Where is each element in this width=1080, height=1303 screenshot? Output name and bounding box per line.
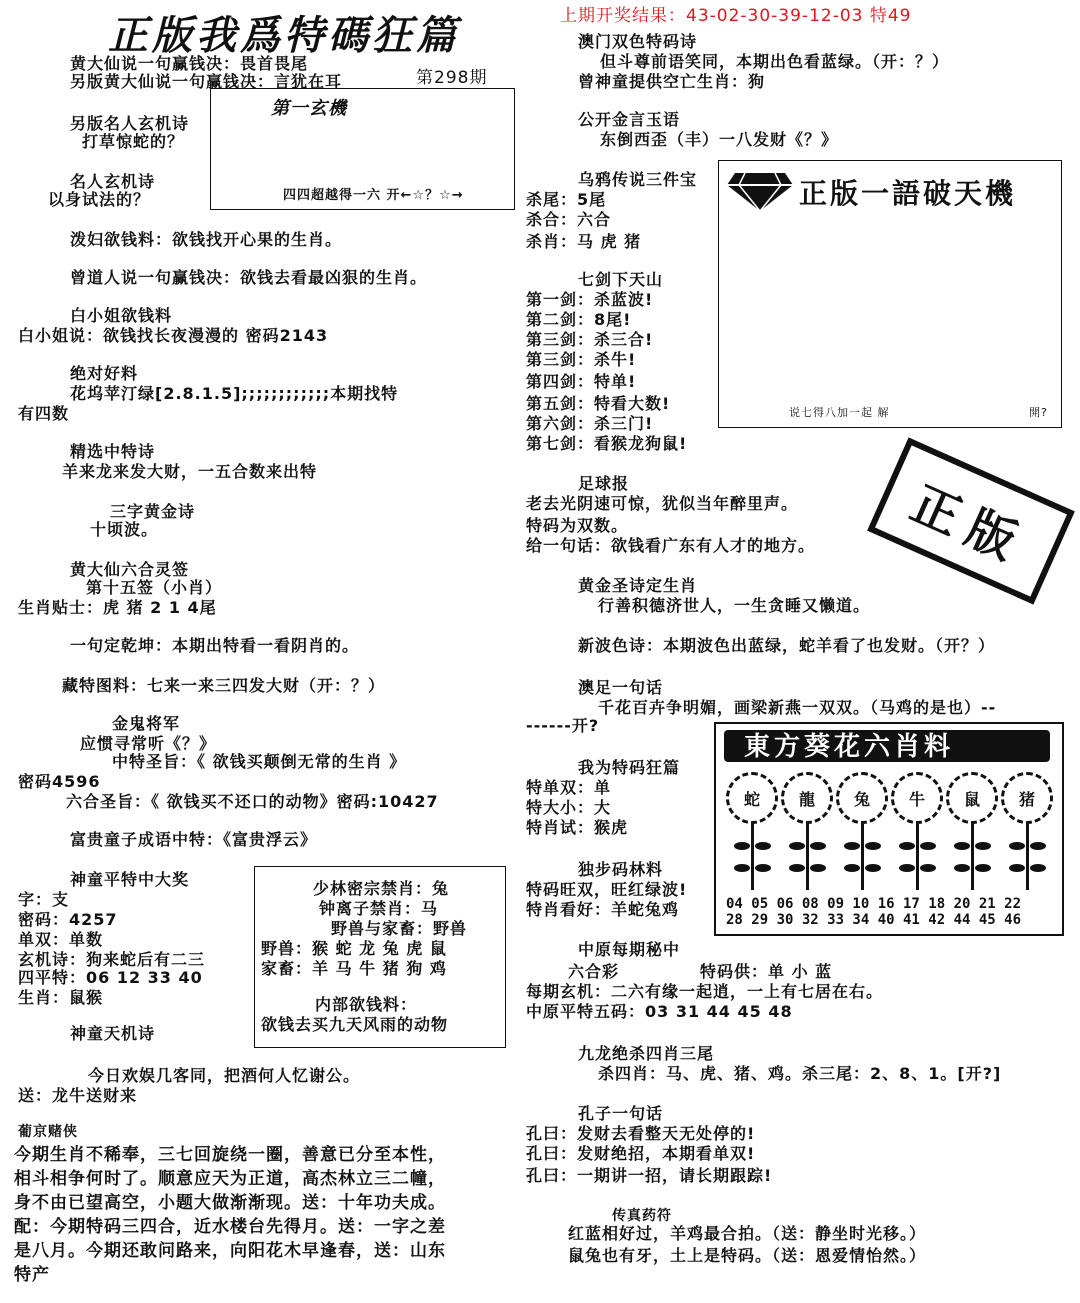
right-line: 澳门双色特码诗 (578, 32, 698, 51)
right-line: 特码旺双，旺红绿波! (526, 880, 688, 899)
sunflower-stem (916, 824, 919, 890)
sunflower-zodiac-box (714, 722, 1064, 936)
right-line: 第二剑：8尾! (526, 310, 632, 329)
diamond-icon (725, 171, 795, 213)
right-line: 特大小：大 (526, 798, 612, 817)
authentic-stamp: 正版 (867, 437, 1075, 604)
sunflower-leaf (789, 842, 805, 850)
left-line: 六合圣旨：《 欲钱买不还口的动物》密码:10427 (66, 792, 439, 811)
sunflower-leaf (920, 842, 936, 850)
box-text: 四四超越得一六 开←☆？☆→ (283, 188, 464, 203)
box-title: 正版一語破天機 (799, 177, 1017, 210)
right-line: 杀肖：马 虎 猪 (526, 232, 642, 251)
page-title: 正版我爲特碼狂篇 (108, 12, 460, 59)
sunflower-zodiac: 蛇 (726, 772, 778, 824)
sunflower-leaf (865, 864, 881, 872)
right-line: 公开金言玉语 (578, 110, 681, 129)
left-line: 今期生肖不稀奉，三七回旋绕一圈，善意已分至本性， (14, 1145, 446, 1165)
left-line: 三字黄金诗 (110, 502, 196, 521)
box-line: 野兽与家畜：野兽 (331, 919, 468, 938)
left-line: 生肖贴士：虎 猪 2 1 4尾 (18, 598, 217, 617)
left-line: 十顷波。 (90, 520, 159, 539)
box-line: 野兽：猴 蛇 龙 兔 虎 鼠 (261, 939, 447, 958)
right-line: 第三剑：杀三合! (526, 330, 654, 349)
left-line: 特产 (14, 1265, 50, 1285)
one-phrase-box (718, 160, 1062, 428)
sunflower-zodiac: 猪 (1001, 772, 1053, 824)
box-line: 钟离子禁肖：马 (319, 899, 439, 918)
left-line: 密码4596 (18, 772, 101, 791)
right-line: 杀四肖：马、虎、猪、鸡。杀三尾：2、8、1。[开?] (598, 1064, 1002, 1083)
sunflower-leaf (975, 842, 991, 850)
forbidden-zodiac-box (254, 866, 506, 1048)
right-line: 第一剑：杀蓝波! (526, 290, 654, 309)
right-line: 第五剑：特看大数! (526, 394, 671, 413)
right-line: 鼠兔也有牙，土上是特码。（送：恩爱情怡然。） (568, 1246, 927, 1265)
left-line: 曾道人说一句赢钱决：欲钱去看最凶狠的生肖。 (70, 268, 428, 287)
right-line: 第七剑：看猴龙狗鼠! (526, 434, 688, 453)
sunflower-leaf (844, 842, 860, 850)
sunflower-leaf (844, 864, 860, 872)
right-line: 独步码林料 (578, 860, 664, 879)
right-line: 孔曰：一期讲一招，请长期跟踪! (526, 1166, 773, 1185)
left-line: 葡京赌侠 (18, 1124, 78, 1140)
right-line: 给一句话：欲钱看广东有人才的地方。 (526, 536, 816, 555)
left-line: 精选中特诗 (70, 442, 156, 461)
right-line: 黄金圣诗定生肖 (578, 576, 698, 595)
sunflower-leaf (954, 842, 970, 850)
right-line: 我为特码狂篇 (578, 758, 681, 777)
right-line: 特码为双数。 (526, 516, 629, 535)
left-line: 中特圣旨：《 欲钱买颠倒无常的生肖 》 (112, 752, 407, 771)
sunflower-leaf (975, 864, 991, 872)
sunflower-zodiac: 龍 (781, 772, 833, 824)
right-line: 行善积德济世人，一生贪睡又懒道。 (598, 596, 871, 615)
left-line: 四平特：06 12 33 40 (18, 968, 203, 987)
left-line: 配：今期特码三四合，近水楼台先得月。送：一字之差 (14, 1217, 446, 1237)
left-line: 金鬼将军 (112, 714, 181, 733)
left-line: 白小姐说：欲钱找长夜漫漫的 密码2143 (18, 326, 329, 345)
right-line: 每期玄机：二六有缘一起逍，一上有七居在右。 (526, 982, 884, 1001)
box-title: 第一玄機 (271, 98, 347, 119)
left-line: 字：支 (18, 890, 70, 909)
left-line: 身不由已望高空，小题大做渐渐现。送：十年功夫成。 (14, 1193, 446, 1213)
sunflower-leaf (1009, 842, 1025, 850)
sunflower-leaf (789, 864, 805, 872)
right-line: 第六剑：杀三门! (526, 414, 654, 433)
left-line: 泼妇欲钱料：欲钱找开心果的生肖。 (70, 230, 343, 249)
left-line: 以身试法的？ (48, 190, 151, 209)
right-line: 老去光阴速可惊，犹似当年醉里声。 (526, 494, 799, 513)
right-line: 乌鸦传说三件宝 (578, 170, 698, 189)
box-line: 家畜：羊 马 牛 猪 狗 鸡 (261, 959, 447, 978)
left-line: 黄大仙六合灵签 (70, 560, 190, 579)
left-line: 羊来龙来发大财，一五合数来出特 (62, 462, 318, 481)
left-line: 另版黄大仙说一句赢钱决：言犹在耳 (70, 72, 343, 91)
right-line: 孔子一句话 (578, 1104, 664, 1123)
sunflower-leaf (1030, 842, 1046, 850)
right-line: 孔曰：发财绝招，本期看单双! (526, 1144, 756, 1163)
number-row: 04 05 06 08 09 10 16 17 18 20 21 22 (726, 896, 1022, 912)
left-line: 富贵童子成语中特：《富贵浮云》 (70, 830, 318, 849)
sunflower-zodiac: 牛 (891, 772, 943, 824)
sunflower-stem (971, 824, 974, 890)
sunflower-leaf (899, 842, 915, 850)
left-line: 第十五签（小肖） (86, 578, 223, 597)
right-line: 中原平特五码：03 31 44 45 48 (526, 1002, 793, 1021)
sunflower-zodiac: 兔 (836, 772, 888, 824)
right-line: 传真药符 (612, 1208, 672, 1224)
sunflower-leaf (899, 864, 915, 872)
left-line: 生肖：鼠猴 (18, 988, 104, 1007)
sunflower-leaf (954, 864, 970, 872)
sunflower-leaf (1009, 864, 1025, 872)
left-line: 神童平特中大奖 (70, 870, 190, 889)
sunflower-leaf (755, 864, 771, 872)
left-line: 藏特图料：七来一来三四发大财（开：？） (62, 676, 386, 695)
sunflower-stem (751, 824, 754, 890)
left-line: 白小姐欲钱料 (70, 306, 173, 325)
left-line: 打草惊蛇的？ (82, 132, 185, 151)
sunflower-leaf (920, 864, 936, 872)
left-line: 密码：4257 (18, 910, 118, 929)
left-line: 送：龙牛送财来 (18, 1086, 138, 1105)
sunflower-zodiac: 鼠 (946, 772, 998, 824)
sunflower-leaf (755, 842, 771, 850)
right-line: 足球报 (578, 474, 630, 493)
box-line: 少林密宗禁肖：兔 (313, 879, 450, 898)
left-line: 有四数 (18, 404, 70, 423)
right-line: 特单双：单 (526, 778, 612, 797)
right-line: 杀合：六合 (526, 210, 612, 229)
right-line: 但斗尊前语笑同，本期出色看蓝绿。（开：？） (600, 52, 950, 71)
left-line: 绝对好料 (70, 364, 139, 383)
sunflower-leaf (865, 842, 881, 850)
right-line: 杀尾：5尾 (526, 190, 607, 209)
left-line: 今日欢娱几客同，把酒何人忆谢公。 (88, 1066, 361, 1085)
right-line: ------开? (526, 716, 600, 735)
box-footer: 開? (1029, 406, 1048, 419)
left-line: 应惯寻常听《？》 (80, 734, 217, 753)
right-line: 曾神童提供空亡生肖：狗 (578, 72, 766, 91)
left-line: 玄机诗：狗来蛇后有二三 (18, 950, 206, 969)
sunflower-stem (1026, 824, 1029, 890)
right-line: 新波色诗：本期波色出蓝绿，蛇羊看了也发财。（开？） (578, 636, 996, 655)
right-line: 千花百卉争明媚，画梁新燕一双双。（马鸡的是也）-- (598, 698, 997, 717)
last-result: 上期开奖结果：43-02-30-39-12-03 特49 (560, 6, 912, 26)
right-line: 九龙绝杀四肖三尾 (578, 1044, 715, 1063)
left-line: 神童天机诗 (70, 1024, 156, 1043)
right-line: 东倒西歪（丰）一八发财《？》 (600, 130, 839, 149)
box-line: 内部欲钱料： (315, 995, 418, 1014)
left-line: 名人玄机诗 (70, 172, 156, 191)
right-line: 特码供：单 小 蓝 (700, 962, 833, 981)
right-line: 澳足一句话 (578, 678, 664, 697)
right-line: 特肖看好：羊蛇兔鸡 (526, 900, 680, 919)
right-line: 第三剑：杀牛! (526, 350, 637, 369)
sunflower-leaf (734, 842, 750, 850)
left-line: 另版名人玄机诗 (70, 114, 190, 133)
right-line: 七剑下天山 (578, 270, 664, 289)
left-line: 单双：单数 (18, 930, 104, 949)
left-line: 相斗相争何时了。顺意应天为正道，高杰林立三二幢， (14, 1169, 446, 1189)
sunflower-leaf (734, 864, 750, 872)
right-line: 特肖试：猴虎 (526, 818, 629, 837)
right-line: 孔曰：发财去看整天无处停的! (526, 1124, 756, 1143)
sunflower-stem (861, 824, 864, 890)
box-title: 東方葵花六肖料 (744, 732, 955, 762)
left-line: 是八月。今期还敢问路来，向阳花木早逢春，送：山东 (14, 1241, 446, 1261)
left-line: 一句定乾坤：本期出特看一看阴肖的。 (70, 636, 360, 655)
sunflower-stem (806, 824, 809, 890)
right-line: 六合彩 (568, 962, 620, 981)
sunflower-leaf (1030, 864, 1046, 872)
sunflower-leaf (810, 864, 826, 872)
issue-number: 第298期 (416, 68, 488, 88)
number-row: 28 29 30 32 33 34 40 41 42 44 45 46 (726, 912, 1022, 928)
right-line: 第四剑：特单! (526, 372, 637, 391)
right-line: 红蓝相好过，羊鸡最合拍。（送：静坐时光移。） (568, 1224, 927, 1243)
first-mystery-box (210, 88, 515, 210)
left-line: 花坞苹汀绿[2.8.1.5];;;;;;;;;;;;本期找特 (70, 384, 399, 403)
box-line: 欲钱去买九天风雨的动物 (261, 1015, 449, 1034)
box-footer: 说七得八加一起 解 (789, 406, 890, 419)
left-line: 黄大仙说一句赢钱决：畏首畏尾 (70, 54, 309, 73)
right-line: 中原每期秘中 (578, 940, 681, 959)
sunflower-leaf (810, 842, 826, 850)
